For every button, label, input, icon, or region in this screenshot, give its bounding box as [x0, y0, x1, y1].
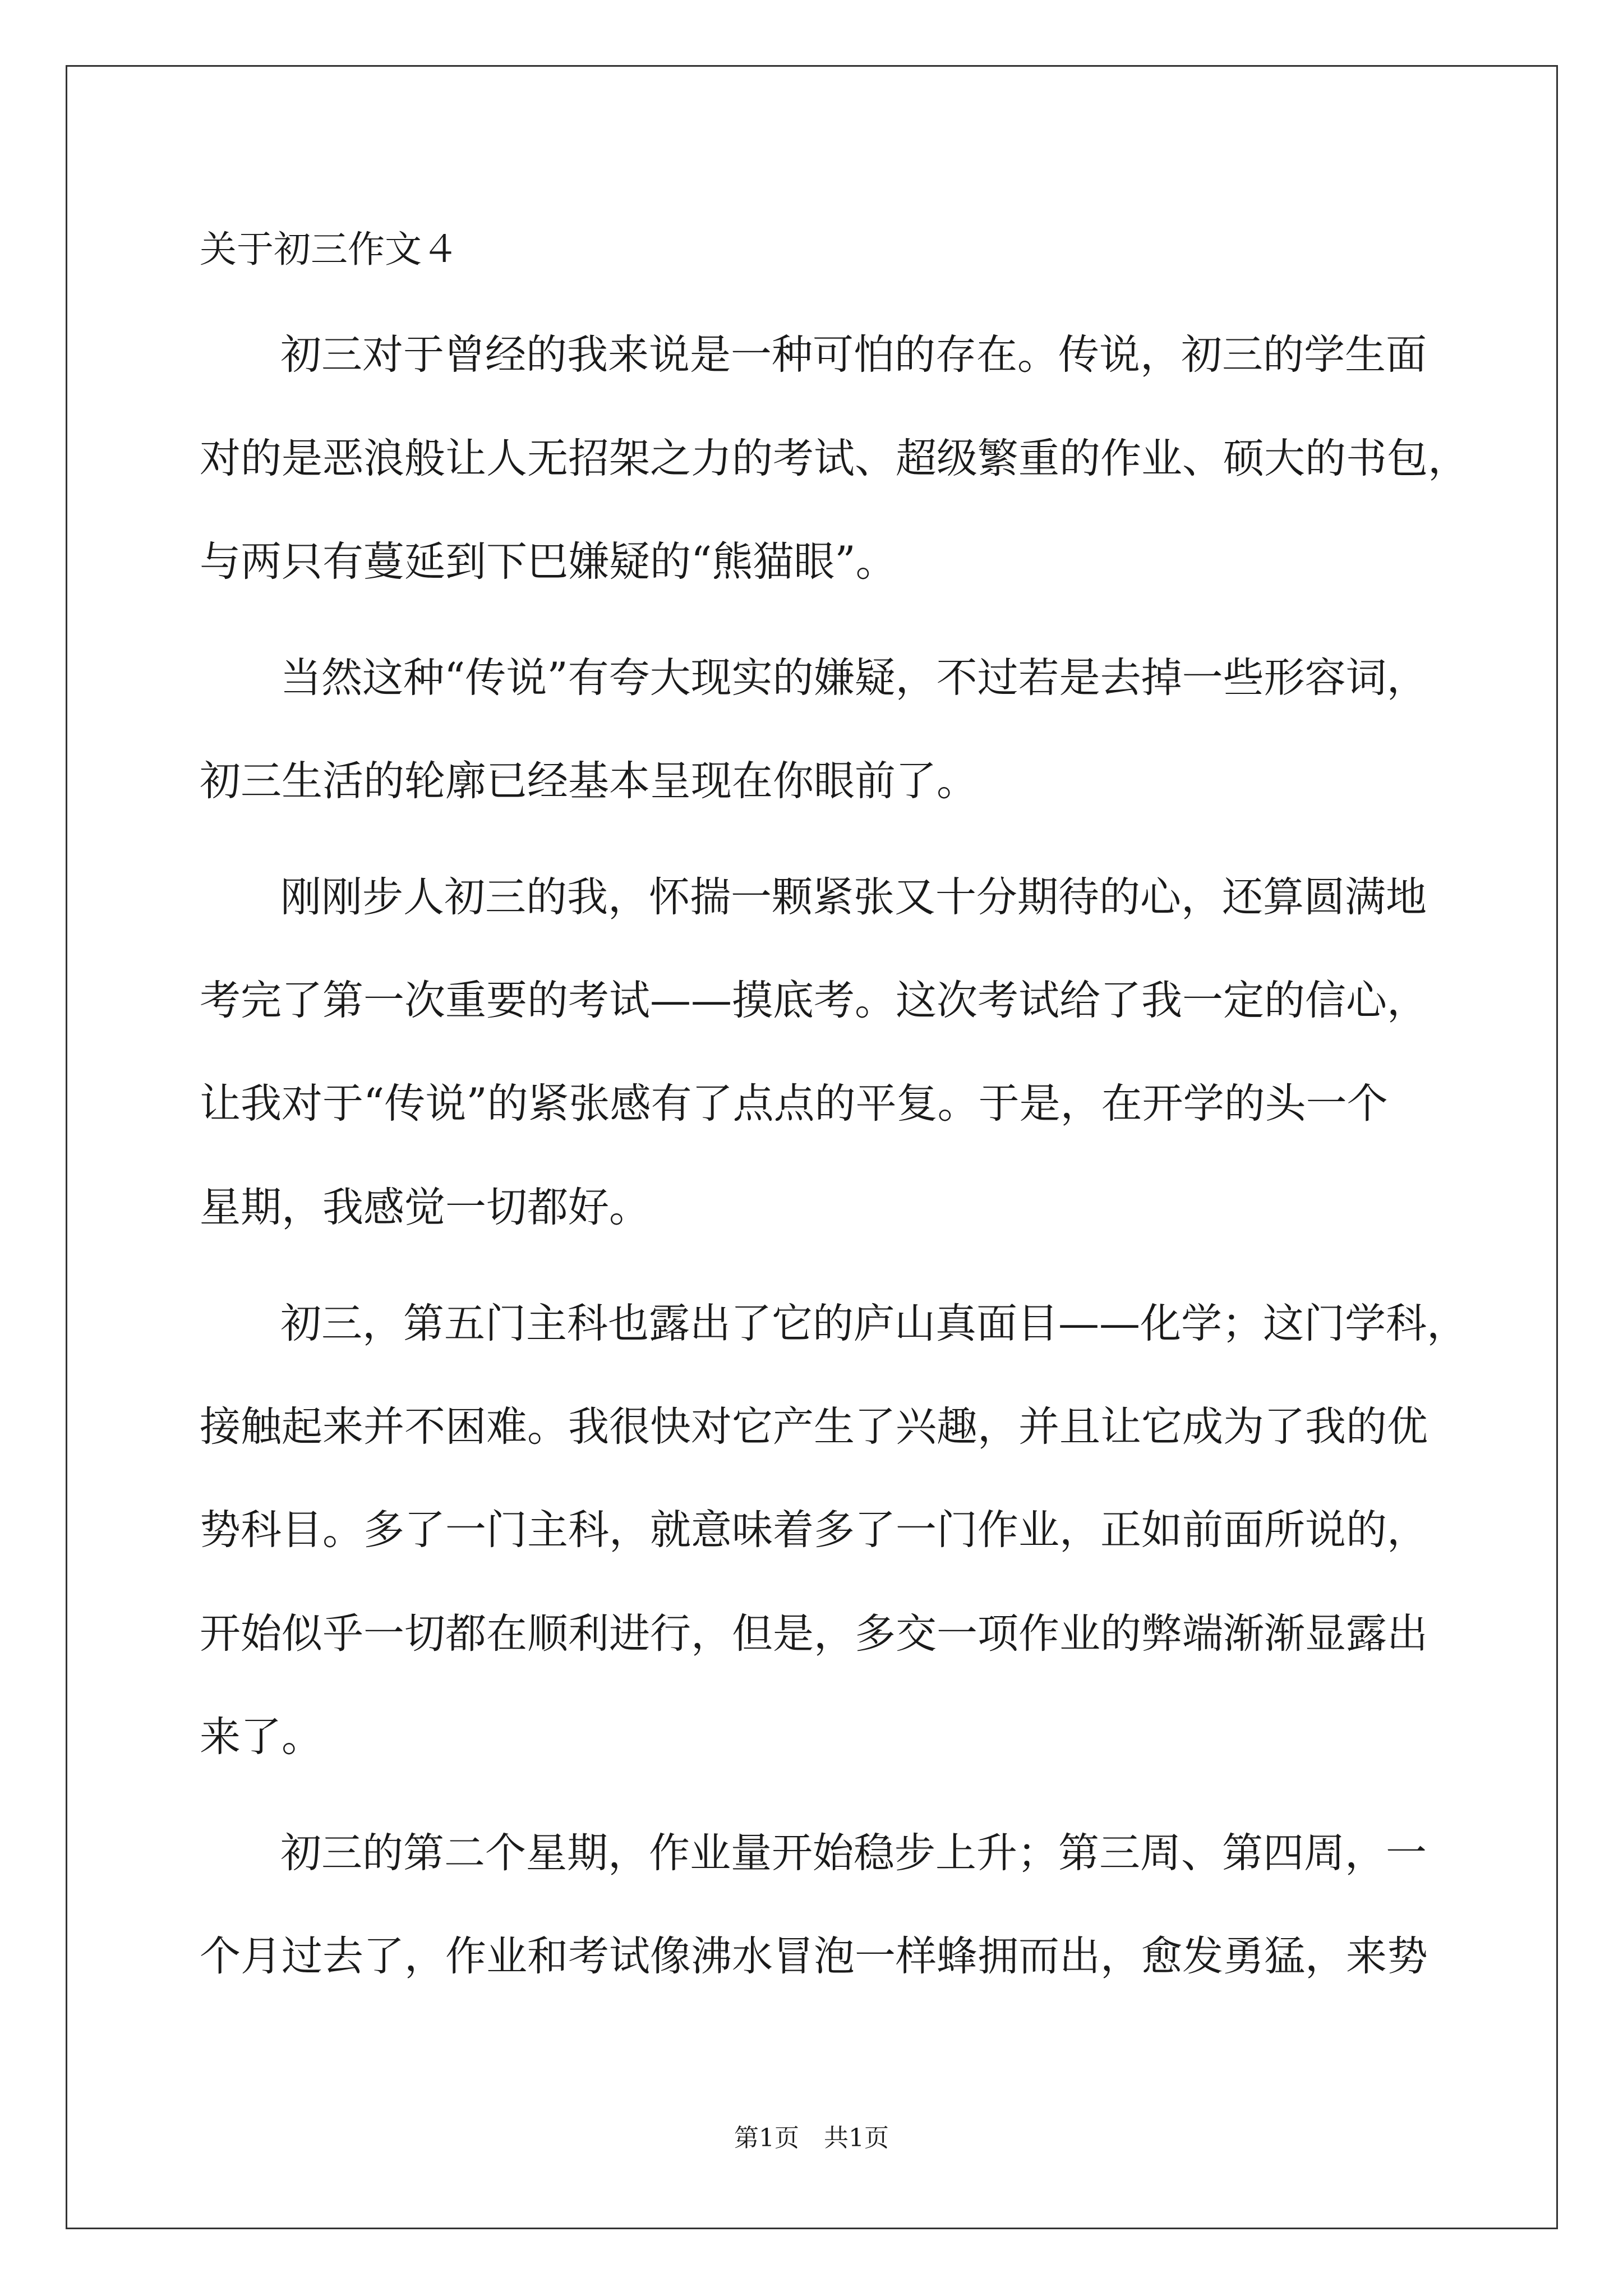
text-line: 接触起来并不困难。我很快对它产生了兴趣，并且让它成为了我的优	[200, 1403, 1428, 1451]
text-line: 来了。	[200, 1713, 322, 1761]
text-line: 势科目。多了一门主科，就意味着多了一门作业，正如前面所说的，	[200, 1506, 1428, 1554]
text-line: 星期，我感觉一切都好。	[200, 1184, 650, 1231]
text-line: 个月过去了，作业和考试像沸水冒泡一样蜂拥而出，愈发勇猛，来势	[200, 1932, 1428, 1980]
text-line: 初三对于曾经的我来说是一种可怕的存在。传说，初三的学生面	[280, 331, 1427, 379]
text-line: 让我对于“传说”的紧张感有了点点的平复。于是，在开学的头一个	[200, 1080, 1388, 1128]
text-line: 刚刚步人初三的我，怀揣一颗紧张又十分期待的心，还算圆满地	[280, 873, 1427, 921]
text-line: 当然这种“传说”有夸大现实的嫌疑，不过若是去掉一些形容词，	[280, 654, 1428, 702]
document-title: 关于初三作文４	[200, 228, 459, 271]
text-line: 初三，第五门主科也露出了它的庐山真面目——化学；这门学科，	[280, 1300, 1468, 1347]
text-line: 对的是恶浪般让人无招架之力的考试、超级繁重的作业、硕大的书包，	[200, 435, 1469, 482]
text-line: 初三的第二个星期，作业量开始稳步上升；第三周、第四周，一	[280, 1829, 1427, 1877]
page-border	[66, 65, 1558, 2229]
text-line: 初三生活的轮廓已经基本呈现在你眼前了。	[200, 757, 978, 805]
text-line: 与两只有蔓延到下巴嫌疑的“熊猫眼”。	[200, 538, 897, 586]
text-line: 考完了第一次重要的考试——摸底考。这次考试给了我一定的信心，	[200, 977, 1428, 1024]
text-line: 开始似乎一切都在顺利进行，但是，多交一项作业的弊端渐渐显露出	[200, 1610, 1428, 1658]
page-number: 第1页 共1页	[734, 2124, 889, 2152]
